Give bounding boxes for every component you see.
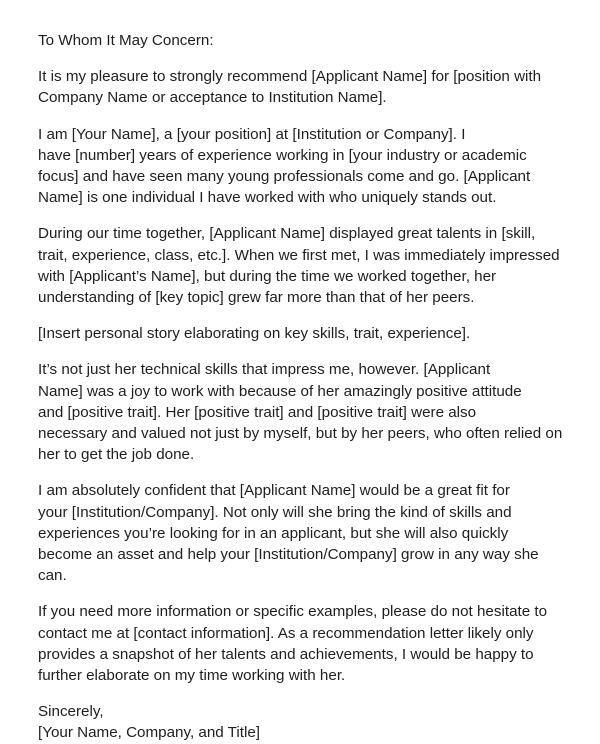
text-line: Company Name or acceptance to Institution Name].	[38, 89, 387, 107]
text-line: become an asset and help your [Institution/Company] grow in any way she	[38, 546, 539, 564]
text-line: If you need more information or specific examples, please do not hesitate to	[38, 603, 548, 621]
signature-line: [Your Name, Company, and Title]	[38, 724, 261, 742]
text-line: I am absolutely confident that [Applicant Name] would be a great fit for	[38, 482, 510, 500]
text-line: and [positive trait]. Her [positive trait] and [positive trait] were also	[38, 403, 477, 421]
text-line: can.	[38, 567, 67, 585]
text-line: It is my pleasure to strongly recommend [Applicant Name] for [position with	[38, 68, 542, 86]
text-line: During our time together, [Applicant Name] displayed great talents in [skill,	[38, 225, 536, 243]
text-line: [Insert personal story elaborating on key skills, trait, experience].	[38, 325, 471, 343]
greeting-line: To Whom It May Concern:	[38, 32, 214, 49]
text-line: trait, experience, class, etc.]. When we first met, I was immediately impressed	[38, 246, 560, 264]
paragraph-recommendation-intro	[38, 66, 578, 108]
text-line: contact me at [contact information]. As a recommendation letter likely only	[38, 624, 534, 642]
text-line: provides a snapshot of her talents and achievements, I would be happy to	[38, 645, 534, 663]
letter-closing	[38, 701, 578, 743]
text-line: Name] was a joy to work with because of her amazingly positive attitude	[38, 382, 522, 400]
paragraph-confidence	[38, 480, 578, 586]
closing-line: Sincerely,	[38, 703, 104, 721]
text-line: have [number] years of experience working in [your industry or academic	[38, 146, 527, 164]
recommendation-letter	[38, 30, 578, 744]
text-line: with [Applicant’s Name], but during the time we worked together, her	[38, 267, 497, 285]
paragraph-author-introduction	[38, 124, 578, 209]
text-line: focus] and have seen many young professionals come and go. [Applicant	[38, 168, 531, 186]
text-line: your [Institution/Company]. Not only will she bring the kind of skills and	[38, 503, 512, 521]
paragraph-personal-qualities	[38, 359, 578, 465]
text-line: necessary and valued not just by myself, but by her peers, who often relied on	[38, 425, 563, 443]
paragraph-personal-story	[38, 323, 578, 344]
text-line: further elaborate on my time working with her.	[38, 667, 346, 685]
paragraph-time-together	[38, 223, 578, 308]
text-line: I am [Your Name], a [your position] at [Institution or Company]. I	[38, 125, 466, 143]
text-line: Name] is one individual I have worked with who uniquely stands out.	[38, 189, 497, 207]
text-line: experiences you’re looking for in an applicant, but she will also quickly	[38, 524, 509, 542]
text-line: It’s not just her technical skills that impress me, however. [Applicant	[38, 361, 491, 379]
text-line: her to get the job done.	[38, 446, 195, 464]
paragraph-contact	[38, 601, 578, 686]
letter-greeting	[38, 30, 578, 51]
text-line: understanding of [key topic] grew far more than that of her peers.	[38, 289, 475, 307]
